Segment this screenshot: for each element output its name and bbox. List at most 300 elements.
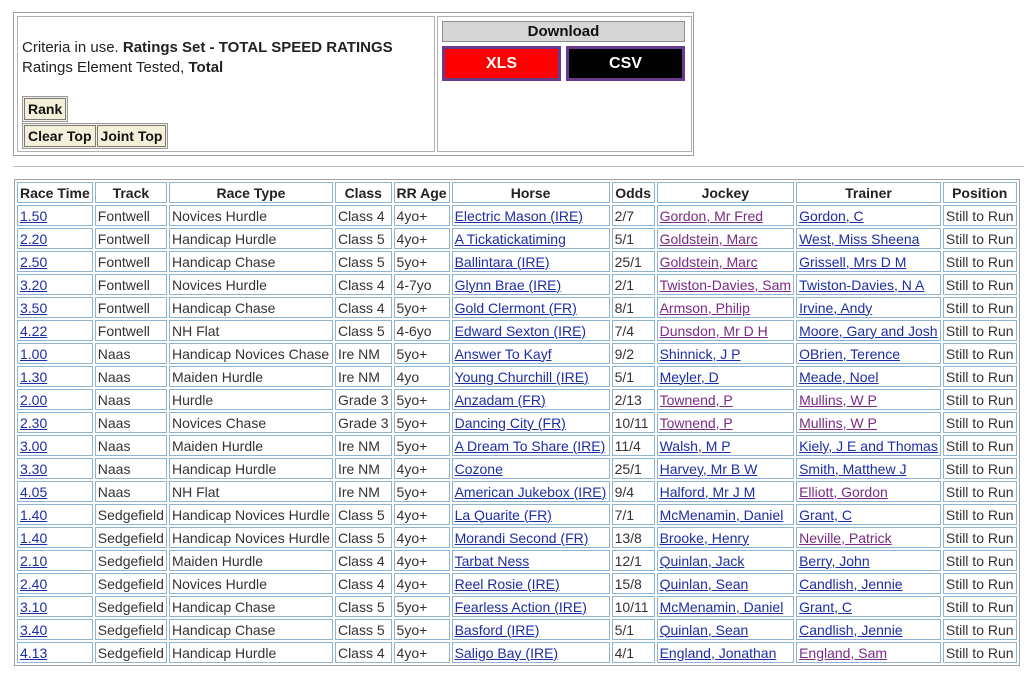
race-time-cell	[17, 205, 93, 226]
horse-cell	[452, 596, 610, 617]
horse-cell	[452, 205, 610, 226]
horse-link[interactable]: Reel Rosie (IRE)	[454, 575, 560, 592]
trainer-link[interactable]: West, Miss Sheena	[799, 230, 920, 247]
odds-cell: 13/8	[612, 527, 655, 548]
jockey-link[interactable]: Armson, Philip	[659, 299, 750, 316]
header-rr-age: RR Age	[394, 182, 450, 203]
jockey-link[interactable]: Quinlan, Jack	[659, 552, 745, 569]
rr-age-cell: 4yo+	[394, 642, 450, 663]
jockey-cell	[657, 228, 794, 249]
track-cell: Sedgefield	[95, 550, 167, 571]
horse-link[interactable]: Dancing City (FR)	[454, 414, 566, 431]
race-time-cell	[17, 596, 93, 617]
race-time-cell	[17, 619, 93, 640]
race-time-cell	[17, 504, 93, 525]
horse-link[interactable]: Tarbat Ness	[454, 552, 530, 569]
jockey-cell	[657, 366, 794, 387]
odds-cell: 25/1	[612, 458, 655, 479]
jockey-link[interactable]: Walsh, M P	[659, 437, 731, 454]
race-time-cell	[17, 527, 93, 548]
odds-cell: 5/1	[612, 619, 655, 640]
odds-cell: 2/7	[612, 205, 655, 226]
trainer-cell	[796, 366, 941, 387]
race-time-cell	[17, 320, 93, 341]
header-trainer: Trainer	[796, 182, 941, 203]
race-time-link[interactable]: 1.40	[20, 529, 48, 546]
jockey-link[interactable]: Gordon, Mr Fred	[659, 207, 764, 224]
table-row	[17, 228, 1017, 249]
class-cell: Class 4	[335, 573, 392, 594]
trainer-cell	[796, 205, 941, 226]
race-time-cell	[17, 251, 93, 272]
track-cell: Sedgefield	[95, 504, 167, 525]
criteria-panel	[13, 12, 694, 156]
race-time-cell	[17, 573, 93, 594]
horse-cell	[452, 366, 610, 387]
trainer-link[interactable]: Neville, Patrick	[799, 529, 892, 546]
trainer-link[interactable]: Mullins, W P	[799, 414, 877, 431]
class-cell: Ire NM	[335, 481, 392, 502]
horse-link[interactable]: Ballintara (IRE)	[454, 253, 550, 270]
odds-cell: 11/4	[612, 435, 655, 456]
race-type-cell: Handicap Chase	[169, 596, 333, 617]
horse-link[interactable]: Young Churchill (IRE)	[454, 368, 589, 385]
jockey-link[interactable]: Quinlan, Sean	[659, 621, 749, 638]
jockey-cell	[657, 527, 794, 548]
track-cell: Sedgefield	[95, 619, 167, 640]
race-time-link[interactable]: 2.10	[20, 552, 48, 569]
criteria-element-tested	[22, 59, 223, 76]
position-cell: Still to Run	[943, 458, 1017, 479]
horse-cell	[452, 527, 610, 548]
horse-link[interactable]: Basford (IRE)	[454, 621, 540, 638]
odds-cell: 5/1	[612, 366, 655, 387]
rr-age-cell: 4yo+	[394, 573, 450, 594]
horse-link[interactable]: A Tickatickatiming	[454, 230, 566, 247]
horse-cell	[452, 412, 610, 433]
track-cell: Naas	[95, 366, 167, 387]
horse-link[interactable]: Cozone	[454, 460, 503, 477]
race-time-cell	[17, 435, 93, 456]
race-time-cell	[17, 642, 93, 663]
table-row	[17, 596, 1017, 617]
header-horse: Horse	[452, 182, 610, 203]
class-cell: Class 4	[335, 205, 392, 226]
class-cell: Class 4	[335, 274, 392, 295]
joint-top-button[interactable]: Joint Top	[97, 125, 167, 147]
position-cell: Still to Run	[943, 435, 1017, 456]
race-time-link[interactable]: 3.40	[20, 621, 48, 638]
position-cell: Still to Run	[943, 550, 1017, 571]
horse-cell	[452, 550, 610, 571]
rr-age-cell: 4yo+	[394, 527, 450, 548]
trainer-cell	[796, 619, 941, 640]
trainer-link[interactable]: OBrien, Terence	[799, 345, 900, 362]
rr-age-cell: 4yo+	[394, 228, 450, 249]
jockey-link[interactable]: Quinlan, Sean	[659, 575, 749, 592]
jockey-cell	[657, 504, 794, 525]
track-cell: Sedgefield	[95, 596, 167, 617]
trainer-link[interactable]: Mullins, W P	[799, 391, 877, 408]
table-row	[17, 320, 1017, 341]
odds-cell: 9/2	[612, 343, 655, 364]
odds-cell: 12/1	[612, 550, 655, 571]
table-row	[17, 435, 1017, 456]
trainer-link[interactable]: Smith, Matthew J	[799, 460, 907, 477]
track-cell: Fontwell	[95, 205, 167, 226]
track-cell: Sedgefield	[95, 573, 167, 594]
trainer-link[interactable]: Berry, John	[799, 552, 870, 569]
table-row	[17, 412, 1017, 433]
race-time-link[interactable]: 4.22	[20, 322, 48, 339]
horse-link[interactable]: Gold Clermont (FR)	[454, 299, 577, 316]
rr-age-cell: 5yo+	[394, 596, 450, 617]
jockey-cell	[657, 205, 794, 226]
trainer-cell	[796, 274, 941, 295]
trainer-link[interactable]: Grissell, Mrs D M	[799, 253, 907, 270]
horse-cell	[452, 481, 610, 502]
table-row	[17, 550, 1017, 571]
jockey-link[interactable]: Goldstein, Marc	[659, 230, 758, 247]
element-label: Ratings Element Tested,	[22, 59, 189, 76]
race-time-link[interactable]: 3.00	[20, 437, 48, 454]
position-cell: Still to Run	[943, 228, 1017, 249]
jockey-link[interactable]: England, Jonathan	[659, 644, 777, 661]
horse-cell	[452, 435, 610, 456]
race-time-link[interactable]: 2.00	[20, 391, 48, 408]
header-class: Class	[335, 182, 392, 203]
criteria-label: Criteria in use.	[22, 39, 123, 56]
horse-cell	[452, 228, 610, 249]
race-time-link[interactable]: 2.20	[20, 230, 48, 247]
horse-link[interactable]: Saligo Bay (IRE)	[454, 644, 559, 661]
class-cell: Class 5	[335, 527, 392, 548]
trainer-cell	[796, 389, 941, 410]
criteria-info	[17, 16, 435, 152]
position-cell: Still to Run	[943, 412, 1017, 433]
race-type-cell: NH Flat	[169, 481, 333, 502]
jockey-link[interactable]: Harvey, Mr B W	[659, 460, 758, 477]
trainer-cell	[796, 527, 941, 548]
header-odds: Odds	[612, 182, 655, 203]
class-cell: Class 5	[335, 320, 392, 341]
trainer-cell	[796, 297, 941, 318]
download-panel	[437, 16, 692, 152]
position-cell: Still to Run	[943, 320, 1017, 341]
trainer-cell	[796, 573, 941, 594]
track-cell: Sedgefield	[95, 642, 167, 663]
track-cell: Naas	[95, 458, 167, 479]
race-type-cell: NH Flat	[169, 320, 333, 341]
class-cell: Ire NM	[335, 435, 392, 456]
races-table-body	[17, 205, 1017, 663]
rr-age-cell: 4yo	[394, 366, 450, 387]
race-type-cell: Handicap Hurdle	[169, 642, 333, 663]
element-value: Total	[188, 59, 224, 76]
jockey-link[interactable]: Brooke, Henry	[659, 529, 750, 546]
trainer-link[interactable]: Candlish, Jennie	[799, 575, 903, 592]
class-cell: Grade 3	[335, 412, 392, 433]
position-cell: Still to Run	[943, 527, 1017, 548]
trainer-link[interactable]: Elliott, Gordon	[799, 483, 888, 500]
jockey-link[interactable]: Meyler, D	[659, 368, 719, 385]
class-cell: Class 5	[335, 619, 392, 640]
trainer-link[interactable]: Irvine, Andy	[799, 299, 873, 316]
jockey-cell	[657, 642, 794, 663]
race-type-cell: Handicap Chase	[169, 297, 333, 318]
jockey-cell	[657, 251, 794, 272]
race-time-link[interactable]: 1.40	[20, 506, 48, 523]
jockey-cell	[657, 573, 794, 594]
race-time-link[interactable]: 3.20	[20, 276, 48, 293]
track-cell: Fontwell	[95, 297, 167, 318]
table-row	[17, 573, 1017, 594]
jockey-cell	[657, 550, 794, 571]
horse-cell	[452, 504, 610, 525]
table-row	[17, 389, 1017, 410]
trainer-link[interactable]: Meade, Noel	[799, 368, 879, 385]
race-time-cell	[17, 389, 93, 410]
jockey-cell	[657, 458, 794, 479]
horse-cell	[452, 320, 610, 341]
class-cell: Class 4	[335, 297, 392, 318]
race-type-cell: Handicap Hurdle	[169, 228, 333, 249]
table-row	[17, 504, 1017, 525]
race-time-link[interactable]: 1.00	[20, 345, 48, 362]
track-cell: Sedgefield	[95, 527, 167, 548]
trainer-link[interactable]: England, Sam	[799, 644, 888, 661]
odds-cell: 9/4	[612, 481, 655, 502]
horse-link[interactable]: Electric Mason (IRE)	[454, 207, 583, 224]
trainer-link[interactable]: Twiston-Davies, N A	[799, 276, 925, 293]
class-cell: Ire NM	[335, 458, 392, 479]
race-time-link[interactable]: 2.50	[20, 253, 48, 270]
race-type-cell: Handicap Chase	[169, 619, 333, 640]
position-cell: Still to Run	[943, 389, 1017, 410]
track-cell: Naas	[95, 343, 167, 364]
trainer-link[interactable]: Gordon, C	[799, 207, 864, 224]
clear-top-button[interactable]: Clear Top	[24, 125, 96, 147]
jockey-link[interactable]: McMenamin, Daniel	[659, 506, 784, 523]
rr-age-cell: 4yo+	[394, 205, 450, 226]
horse-link[interactable]: American Jukebox (IRE)	[454, 483, 607, 500]
jockey-cell	[657, 435, 794, 456]
race-time-cell	[17, 366, 93, 387]
race-type-cell: Handicap Novices Chase	[169, 343, 333, 364]
download-csv-button[interactable]: CSV	[566, 46, 685, 81]
odds-cell: 8/1	[612, 297, 655, 318]
horse-link[interactable]: Glynn Brae (IRE)	[454, 276, 562, 293]
race-type-cell: Handicap Chase	[169, 251, 333, 272]
trainer-cell	[796, 596, 941, 617]
horse-link[interactable]: Morandi Second (FR)	[454, 529, 589, 546]
odds-cell: 2/1	[612, 274, 655, 295]
jockey-cell	[657, 297, 794, 318]
trainer-link[interactable]: Moore, Gary and Josh	[799, 322, 938, 339]
trainer-cell	[796, 642, 941, 663]
horse-cell	[452, 343, 610, 364]
race-time-link[interactable]: 1.30	[20, 368, 48, 385]
horse-link[interactable]: Answer To Kayf	[454, 345, 552, 362]
race-time-link[interactable]: 4.13	[20, 644, 48, 661]
race-time-link[interactable]: 1.50	[20, 207, 48, 224]
table-row	[17, 481, 1017, 502]
rr-age-cell: 5yo+	[394, 435, 450, 456]
jockey-link[interactable]: Goldstein, Marc	[659, 253, 758, 270]
table-row	[17, 205, 1017, 226]
criteria-ratings-set	[22, 39, 393, 56]
race-time-cell	[17, 550, 93, 571]
horse-cell	[452, 251, 610, 272]
races-table	[14, 179, 1020, 666]
jockey-link[interactable]: Shinnick, J P	[659, 345, 741, 362]
horse-cell	[452, 274, 610, 295]
race-time-link[interactable]: 4.05	[20, 483, 48, 500]
horse-link[interactable]: Fearless Action (IRE)	[454, 598, 587, 615]
position-cell: Still to Run	[943, 205, 1017, 226]
jockey-link[interactable]: Townend, P	[659, 391, 733, 408]
trainer-link[interactable]: Grant, C	[799, 598, 852, 615]
rr-age-cell: 5yo+	[394, 619, 450, 640]
jockey-link[interactable]: Halford, Mr J M	[659, 483, 756, 500]
race-type-cell: Handicap Novices Hurdle	[169, 504, 333, 525]
download-xls-button[interactable]: XLS	[442, 46, 561, 81]
horse-link[interactable]: A Dream To Share (IRE)	[454, 437, 606, 454]
header-race-type: Race Type	[169, 182, 333, 203]
race-time-link[interactable]: 3.50	[20, 299, 48, 316]
class-cell: Grade 3	[335, 389, 392, 410]
odds-cell: 10/11	[612, 596, 655, 617]
rr-age-cell: 4yo+	[394, 550, 450, 571]
table-row	[17, 527, 1017, 548]
header-track: Track	[95, 182, 167, 203]
odds-cell: 5/1	[612, 228, 655, 249]
horse-link[interactable]: La Quarite (FR)	[454, 506, 552, 523]
jockey-link[interactable]: Dunsdon, Mr D H	[659, 322, 768, 339]
track-cell: Naas	[95, 481, 167, 502]
top-controls	[22, 123, 168, 149]
class-cell: Class 4	[335, 550, 392, 571]
trainer-cell	[796, 481, 941, 502]
table-row	[17, 366, 1017, 387]
jockey-cell	[657, 274, 794, 295]
header-race-time: Race Time	[17, 182, 93, 203]
trainer-cell	[796, 251, 941, 272]
odds-cell: 25/1	[612, 251, 655, 272]
table-row	[17, 297, 1017, 318]
race-time-cell	[17, 458, 93, 479]
race-time-cell	[17, 274, 93, 295]
odds-cell: 2/13	[612, 389, 655, 410]
trainer-cell	[796, 320, 941, 341]
trainer-link[interactable]: Kiely, J E and Thomas	[799, 437, 938, 454]
race-time-cell	[17, 481, 93, 502]
race-time-cell	[17, 412, 93, 433]
position-cell: Still to Run	[943, 573, 1017, 594]
race-type-cell: Handicap Hurdle	[169, 458, 333, 479]
horse-cell	[452, 458, 610, 479]
jockey-cell	[657, 320, 794, 341]
trainer-link[interactable]: Candlish, Jennie	[799, 621, 903, 638]
horse-link[interactable]: Anzadam (FR)	[454, 391, 546, 408]
jockey-link[interactable]: Twiston-Davies, Sam	[659, 276, 792, 293]
class-cell: Class 5	[335, 251, 392, 272]
race-type-cell: Maiden Hurdle	[169, 435, 333, 456]
race-type-cell: Maiden Hurdle	[169, 550, 333, 571]
track-cell: Fontwell	[95, 228, 167, 249]
race-time-link[interactable]: 2.30	[20, 414, 48, 431]
odds-cell: 15/8	[612, 573, 655, 594]
jockey-link[interactable]: McMenamin, Daniel	[659, 598, 784, 615]
trainer-cell	[796, 435, 941, 456]
class-cell: Class 5	[335, 504, 392, 525]
header-jockey: Jockey	[657, 182, 794, 203]
position-cell: Still to Run	[943, 642, 1017, 663]
rr-age-cell: 5yo+	[394, 389, 450, 410]
track-cell: Fontwell	[95, 320, 167, 341]
race-time-link[interactable]: 2.40	[20, 575, 48, 592]
odds-cell: 7/4	[612, 320, 655, 341]
horse-cell	[452, 642, 610, 663]
position-cell: Still to Run	[943, 504, 1017, 525]
criteria-value: Ratings Set - TOTAL SPEED RATINGS	[122, 39, 393, 56]
class-cell: Ire NM	[335, 366, 392, 387]
rr-age-cell: 5yo+	[394, 343, 450, 364]
race-type-cell: Novices Chase	[169, 412, 333, 433]
trainer-cell	[796, 343, 941, 364]
download-header: Download	[442, 21, 685, 42]
table-row	[17, 458, 1017, 479]
race-type-cell: Novices Hurdle	[169, 205, 333, 226]
race-time-link[interactable]: 3.10	[20, 598, 48, 615]
table-row	[17, 619, 1017, 640]
horse-link[interactable]: Edward Sexton (IRE)	[454, 322, 587, 339]
odds-cell: 7/1	[612, 504, 655, 525]
position-cell: Still to Run	[943, 274, 1017, 295]
rr-age-cell: 5yo+	[394, 412, 450, 433]
rank-button[interactable]: Rank	[24, 98, 66, 120]
jockey-cell	[657, 619, 794, 640]
jockey-cell	[657, 343, 794, 364]
rr-age-cell: 4-6yo	[394, 320, 450, 341]
race-type-cell: Hurdle	[169, 389, 333, 410]
race-time-cell	[17, 297, 93, 318]
position-cell: Still to Run	[943, 343, 1017, 364]
odds-cell: 4/1	[612, 642, 655, 663]
position-cell: Still to Run	[943, 619, 1017, 640]
class-cell: Class 5	[335, 228, 392, 249]
table-header-row	[17, 182, 1017, 203]
race-type-cell: Novices Hurdle	[169, 573, 333, 594]
rr-age-cell: 4yo+	[394, 458, 450, 479]
trainer-cell	[796, 458, 941, 479]
jockey-cell	[657, 412, 794, 433]
jockey-cell	[657, 481, 794, 502]
rr-age-cell: 5yo+	[394, 297, 450, 318]
race-type-cell: Handicap Novices Hurdle	[169, 527, 333, 548]
table-row	[17, 274, 1017, 295]
track-cell: Naas	[95, 412, 167, 433]
horse-cell	[452, 297, 610, 318]
trainer-link[interactable]: Grant, C	[799, 506, 852, 523]
jockey-link[interactable]: Townend, P	[659, 414, 733, 431]
trainer-cell	[796, 412, 941, 433]
horse-cell	[452, 573, 610, 594]
rr-age-cell: 4yo+	[394, 504, 450, 525]
race-time-link[interactable]: 3.30	[20, 460, 48, 477]
horse-cell	[452, 619, 610, 640]
rr-age-cell: 4-7yo	[394, 274, 450, 295]
